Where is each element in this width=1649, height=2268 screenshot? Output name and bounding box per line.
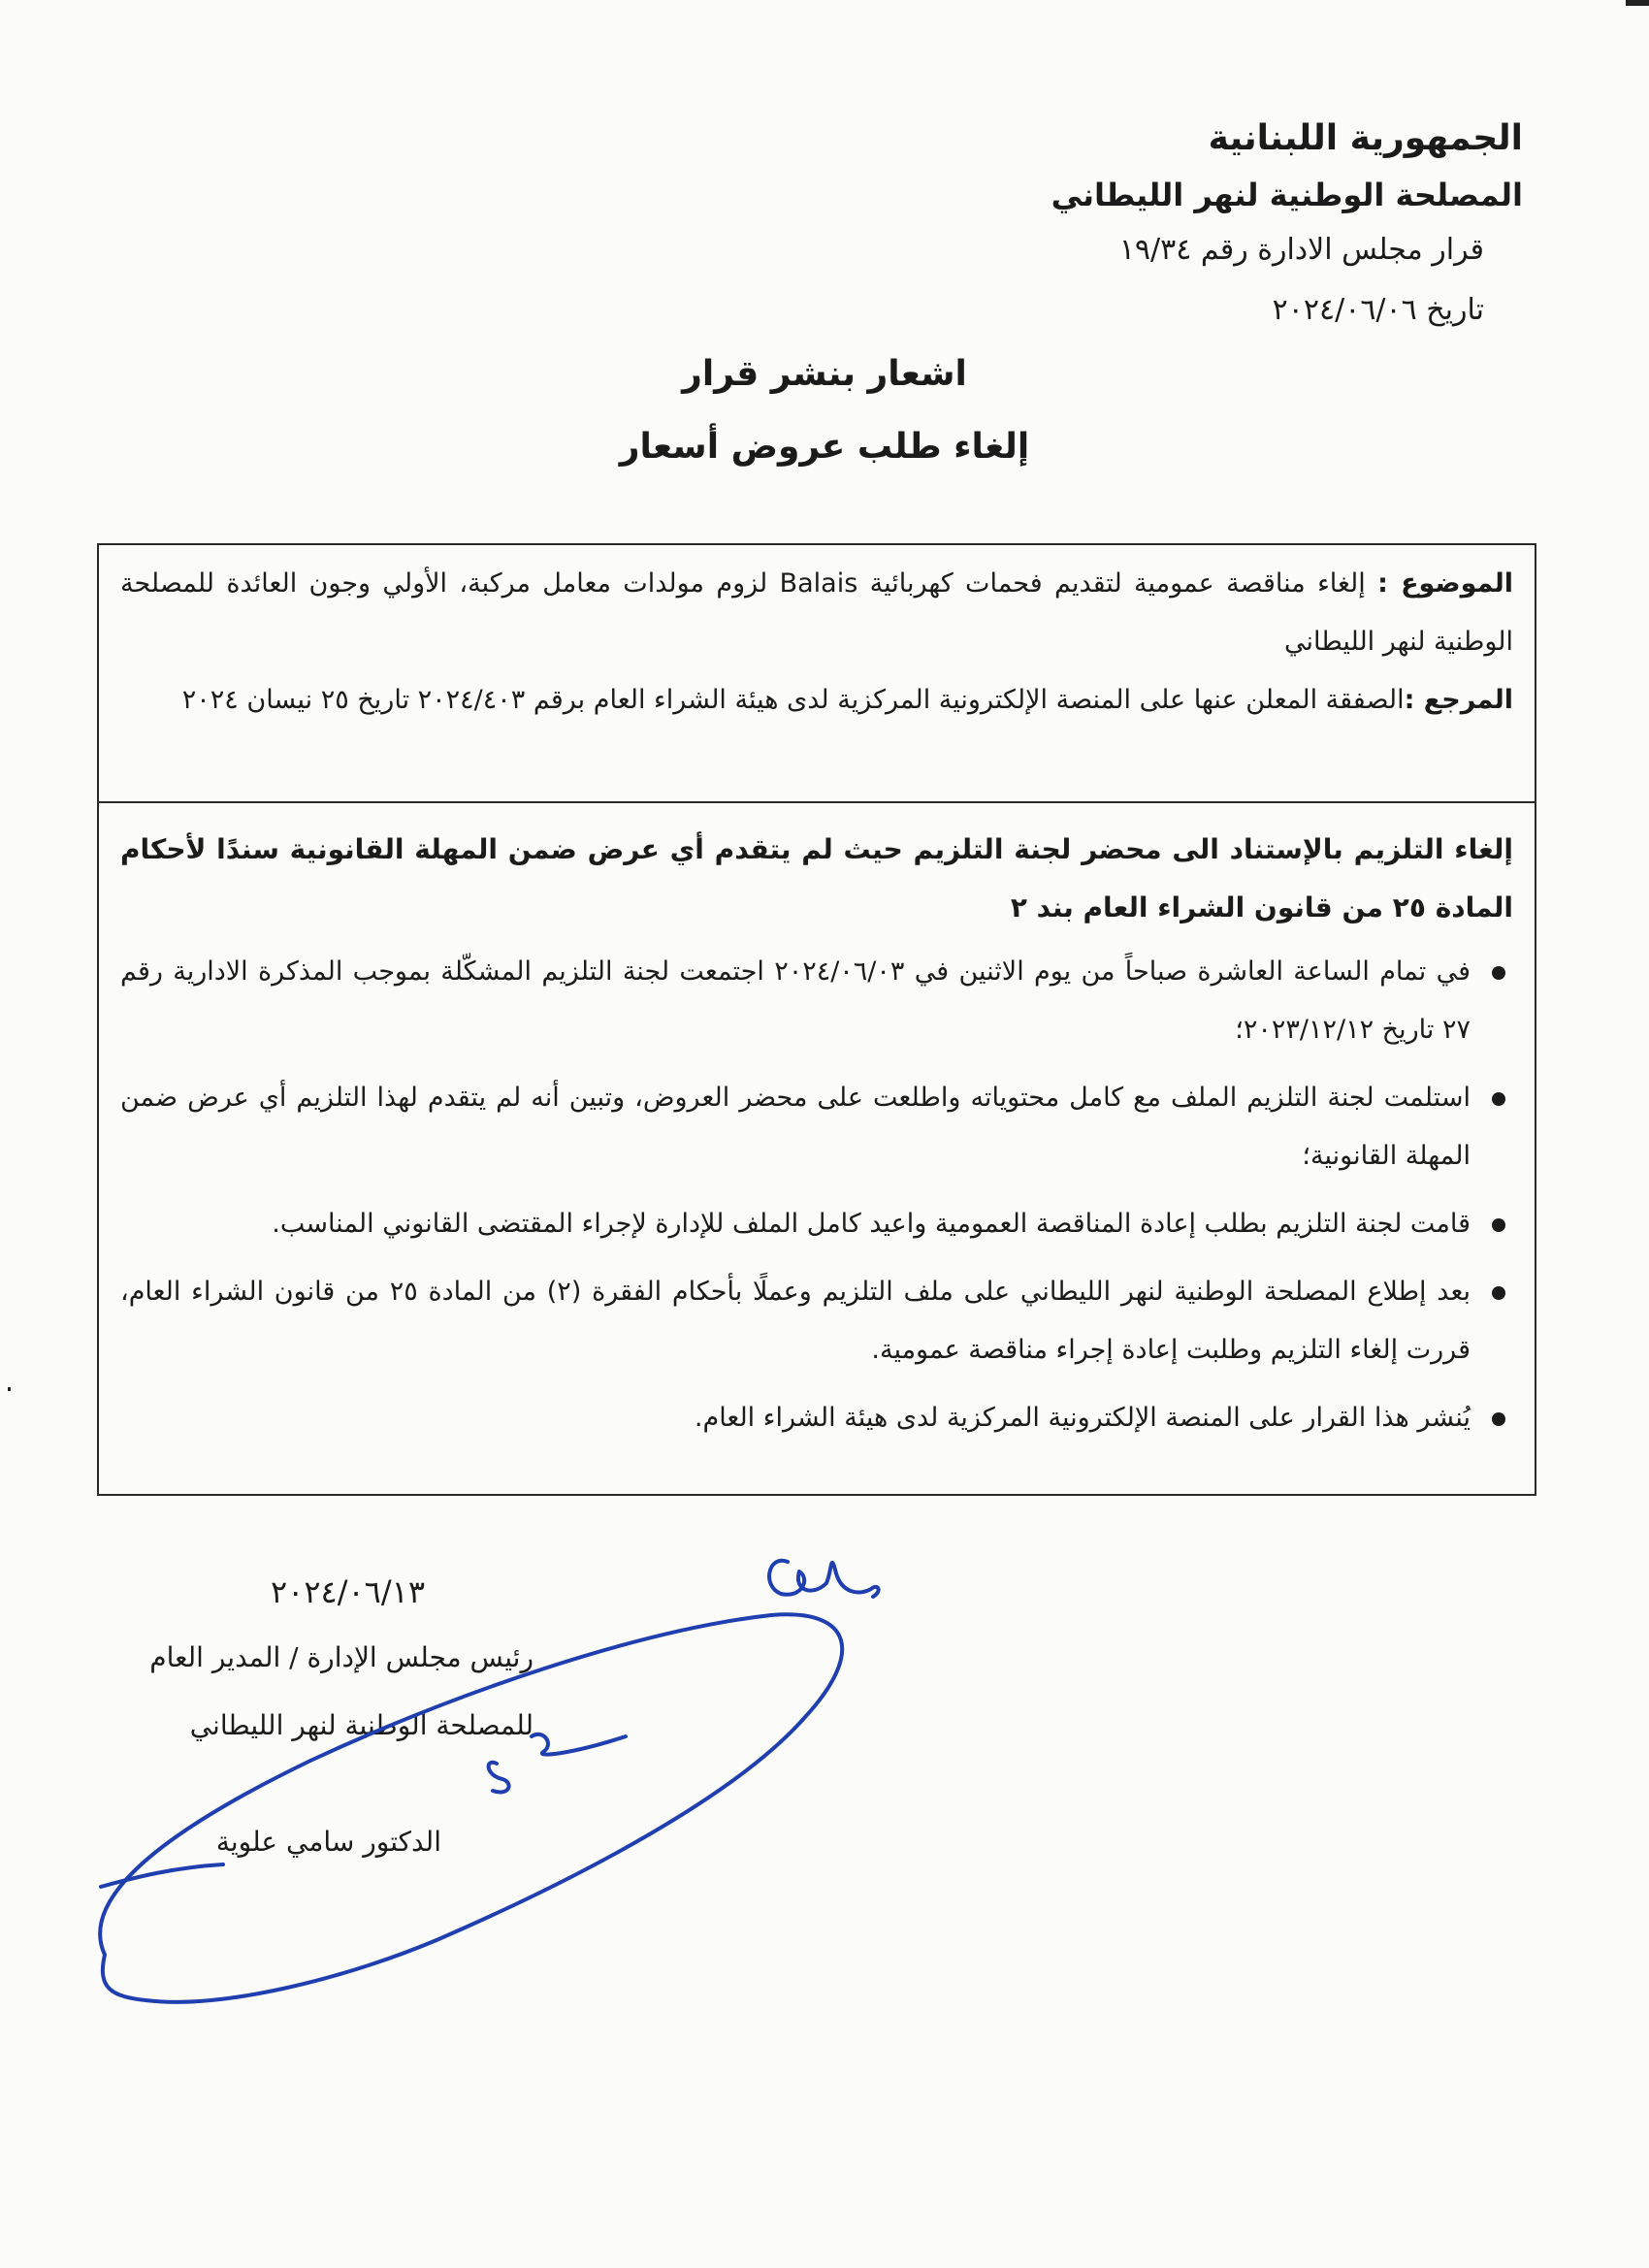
header-authority: المصلحة الوطنية لنهر الليطاني xyxy=(1051,177,1523,213)
decision-bullets xyxy=(120,943,1513,1447)
reference-text: الصفقة المعلن عنها على المنصة الإلكترونية المركزية لدى هيئة الشراء العام برقم ٢٠٢٤/٤٠٣ تاريخ ٢٥ نيسان ٢٠٢٤ xyxy=(181,685,1405,715)
scan-dot xyxy=(8,1387,11,1391)
signature-title: رئيس مجلس الإدارة / المدير العام xyxy=(149,1641,534,1673)
middle-mark xyxy=(489,1763,509,1793)
subject-box xyxy=(97,543,1536,803)
list-item: يُنشر هذا القرار على المنصة الإلكترونية المركزية لدى هيئة الشراء العام. xyxy=(120,1389,1513,1447)
list-item: استلمت لجنة التلزيم الملف مع كامل محتوياته واطلعت على محضر العروض، وتبين أنه لم يتقدم لهذا التلزيم أي عرض ضمن المهلة القانونية؛ xyxy=(120,1069,1513,1185)
scan-edge-mark xyxy=(1626,0,1649,6)
header-decision-ref: قرار مجلس الادارة رقم ١٩/٣٤ xyxy=(1118,233,1484,267)
initials-mark xyxy=(769,1561,879,1597)
notice-title: اشعار بنشر قرار xyxy=(682,354,967,394)
middle-scribble xyxy=(532,1734,626,1755)
reference-label: المرجع : xyxy=(1404,685,1513,715)
reference-paragraph xyxy=(120,671,1513,729)
decision-box xyxy=(97,803,1536,1496)
notice-subtitle: إلغاء طلب عروض أسعار xyxy=(619,427,1030,467)
signature-name: الدكتور سامي علوية xyxy=(215,1826,441,1858)
subject-text: إلغاء مناقصة عمومية لتقديم فحمات كهربائية Balais لزوم مولدات معامل مركبة، الأولي وجون العائدة للمصلحة الوطنية لنهر الليطاني xyxy=(120,568,1513,657)
signature-org: للمصلحة الوطنية لنهر الليطاني xyxy=(189,1709,534,1741)
list-item: قامت لجنة التلزيم بطلب إعادة المناقصة العمومية واعيد كامل الملف للإدارة لإجراء المقتضى القانوني المناسب. xyxy=(120,1195,1513,1253)
header-decision-date: تاريخ ٢٠٢٤/٠٦/٠٦ xyxy=(1272,293,1484,327)
subject-label: الموضوع : xyxy=(1377,568,1513,599)
header-republic: الجمهورية اللبنانية xyxy=(1208,118,1523,158)
subject-paragraph xyxy=(120,555,1513,671)
list-item: بعد إطلاع المصلحة الوطنية لنهر الليطاني على ملف التلزيم وعملًا بأحكام الفقرة (٢) من المادة ٢٥ من قانون الشراء العام، قررت إلغاء التلزيم وطلبت إعادة إجراء مناقصة عمومية. xyxy=(120,1263,1513,1379)
signature-date: ٢٠٢٤/٠٦/١٣ xyxy=(270,1573,425,1610)
lower-scribble xyxy=(101,1864,223,1887)
decision-heading: إلغاء التلزيم بالإستناد الى محضر لجنة التلزيم حيث لم يتقدم أي عرض ضمن المهلة القانونية سندًا لأحكام المادة ٢٥ من قانون الشراء العام بند ٢ xyxy=(120,833,1513,923)
list-item: في تمام الساعة العاشرة صباحاً من يوم الاثنين في ٢٠٢٤/٠٦/٠٣ اجتمعت لجنة التلزيم المشكّلة بموجب المذكرة الادارية رقم ٢٧ تاريخ ٢٠٢٣/١٢/١٢؛ xyxy=(120,943,1513,1059)
